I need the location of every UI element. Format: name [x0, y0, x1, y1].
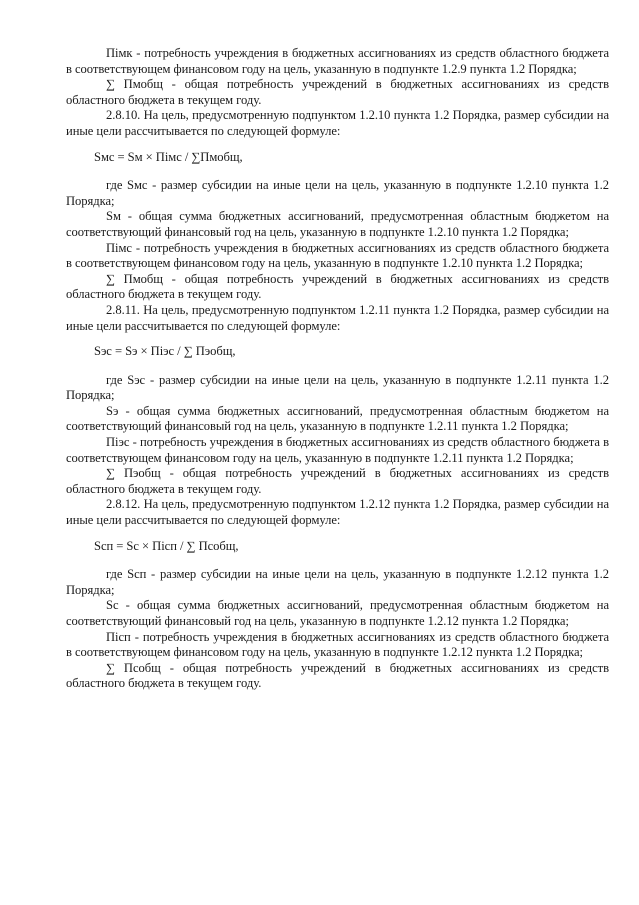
paragraph-ssp-def: где Sсп - размер субсидии на иные цели на цель, указанную в подпункте 1.2.12 пункта 1.2 Порядка;	[66, 567, 609, 597]
paragraph-pims-def: Пімс - потребность учреждения в бюджетных ассигнованиях из средств областного бюджета в соответствующем финансовом году на цель, указанную в подпункте 1.2.10 пункта 1.2 Порядка;	[66, 240, 609, 271]
paragraph-sum-peobsch: ∑ Пэобщ - общая потребность учреждений в бюджетных ассигнованиях из средств областного бюджета в текущем году.	[66, 466, 609, 496]
paragraph-ses-def: где Sэс - размер субсидии на иные цели на цель, указанную в подпункте 1.2.11 пункта 1.2 Порядка;	[66, 372, 609, 403]
paragraph-sms-def: где Sмс - размер субсидии на иные цели на цель, указанную в подпункте 1.2.10 пункта 1.2 Порядка;	[66, 178, 609, 208]
paragraph-sum-pmobsch: ∑ Пмобщ - общая потребность учреждений в бюджетных ассигнованиях из средств областного бюджета в текущем году.	[66, 77, 609, 107]
paragraph-pimk: Пімк - потребность учреждения в бюджетных ассигнованиях из средств областного бюджета в соответствующем финансовом году на цель, указанную в подпункте 1.2.9 пункта 1.2 Порядка;	[66, 46, 609, 76]
formula-ssp: Sсп = Sс × Пісп / ∑ Псобщ,	[94, 538, 239, 553]
paragraph-pies-def: Піэс - потребность учреждения в бюджетных ассигнованиях из средств областного бюджета в соответствующем финансовом году на цель, указанную в подпункте 1.2.11 пункта 1.2 Порядка;	[66, 435, 609, 465]
paragraph-2-8-10: 2.8.10. На цель, предусмотренную подпунктом 1.2.10 пункта 1.2 Порядка, размер субсидии на иные цели рассчитывается по следующей формуле:	[66, 108, 609, 138]
paragraph-ss-def: Sс - общая сумма бюджетных ассигнований, предусмотренная областным бюджетом на соответствующий финансовый год на цель, указанную в подпункте 1.2.12 пункта 1.2 Порядка;	[66, 598, 609, 628]
paragraph-se-def: Sэ - общая сумма бюджетных ассигнований, предусмотренная областным бюджетом на соответствующий финансовый год на цель, указанную в подпункте 1.2.11 пункта 1.2 Порядка;	[66, 403, 609, 434]
paragraph-pisp-def: Пісп - потребность учреждения в бюджетных ассигнованиях из средств областного бюджета в соответствующем финансовом году на цель, указанную в подпункте 1.2.12 пункта 1.2 Порядка;	[66, 629, 609, 660]
paragraph-2-8-12: 2.8.12. На цель, предусмотренную подпунктом 1.2.12 пункта 1.2 Порядка, размер субсидии на иные цели рассчитывается по следующей формуле:	[66, 497, 609, 528]
paragraph-sm-def: Sм - общая сумма бюджетных ассигнований, предусмотренная областным бюджетом на соответствующий финансовый год на цель, указанную в подпункте 1.2.10 пункта 1.2 Порядка;	[66, 209, 609, 239]
formula-sms: Sмс = Sм × Пімс / ∑Пмобщ,	[94, 149, 243, 164]
paragraph-sum-pmobsch-2: ∑ Пмобщ - общая потребность учреждений в бюджетных ассигнованиях из средств областного бюджета в текущем году.	[66, 271, 609, 302]
paragraph-2-8-11: 2.8.11. На цель, предусмотренную подпунктом 1.2.11 пункта 1.2 Порядка, размер субсидии на иные цели рассчитывается по следующей формуле:	[66, 302, 609, 333]
formula-ses: Sэс = Sэ × Піэс / ∑ Пэобщ,	[94, 344, 236, 359]
paragraph-sum-psobsch: ∑ Псобщ - общая потребность учреждений в бюджетных ассигнованиях из средств областного бюджета в текущем году.	[66, 660, 609, 691]
